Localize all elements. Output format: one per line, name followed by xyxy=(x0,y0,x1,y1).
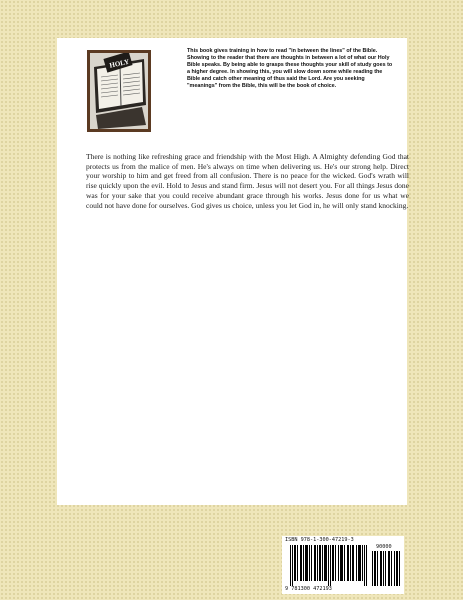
ean-barcode-bars xyxy=(290,545,368,586)
bible-title-text: HOLY xyxy=(108,57,130,70)
ean-digits: 9 781300 472193 xyxy=(285,586,332,592)
description-text: There is nothing like refreshing grace and friendship with the Most High. A Almighty defending God that protects us from the malice of men. He's always on time when delivering us. He's our strong help. Direct your worship to him and get freed from all confusion. There is no peace for the wicked. God's wrath will rise quickly upon the evil. Hold to Jesus and stand firm. Jesus will not desert you. For all things Jesus done was for your sake that you could receive abundant grace through his works. Jesus done for us what we could not have done for ourselves. God gives us choice, unless you let God in, he will only stand knocking. xyxy=(86,152,409,210)
isbn-barcode xyxy=(282,536,404,594)
price-code: 90000 xyxy=(376,544,392,550)
isbn-label: ISBN 978-1-300-47219-3 xyxy=(285,537,354,543)
back-cover-page xyxy=(57,38,407,505)
addon-barcode-bars xyxy=(372,551,400,586)
blurb-text: This book gives training in how to read "in between the lines" of the Bible. Showing to the reader that there are thoughts in between a lot of what our Holy Bible speaks. By being able to grasps these thoughts your skill of study goes to a higher degree. In showing this, you will slow down some while reading the Bible and catch other meaning of thus said the Lord. Are you seeking "meanings" from the Bible, this will be the book of choice. xyxy=(187,48,393,90)
bible-photo xyxy=(87,50,151,132)
